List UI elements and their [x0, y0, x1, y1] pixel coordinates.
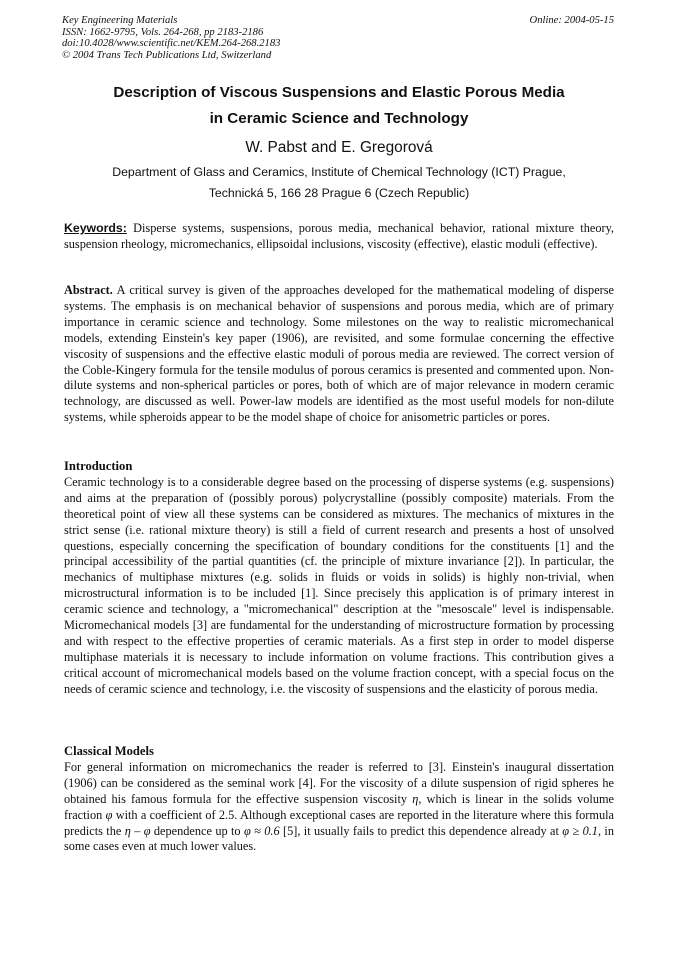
eta-phi-dependence: η – φ — [124, 823, 151, 838]
paper-title — [40, 80, 638, 132]
eta-symbol: η — [412, 791, 419, 806]
introduction-heading: Introduction — [64, 459, 133, 473]
classical-text-4: dependence up to — [150, 823, 244, 838]
journal-name: Key Engineering Materials — [62, 15, 178, 26]
doi-line: doi:10.4028/www.scientific.net/KEM.264-268.2183 — [62, 38, 281, 50]
classical-text-5: [5], it usually fails to predict this dependence already at — [279, 823, 563, 838]
title-line-1: Description of Viscous Suspensions and Elastic Porous Media — [113, 84, 565, 101]
copyright-line: © 2004 Trans Tech Publications Ltd, Switzerland — [62, 49, 272, 61]
affiliation — [40, 162, 638, 204]
journal-header — [62, 15, 280, 61]
affiliation-line-2: Technická 5, 166 28 Prague 6 (Czech Republic) — [208, 186, 470, 200]
online-date: Online: 2004-05-15 — [529, 15, 614, 26]
keywords-label: Keywords: — [64, 221, 127, 235]
classical-text-6: , in some cases even at much lower values. — [64, 823, 614, 854]
abstract-paragraph — [64, 283, 614, 426]
classical-text-2: , which is linear in the solids volume fraction — [64, 791, 615, 822]
issn-line: ISSN: 1662-9795, Vols. 264-268, pp 2183-2186 — [62, 26, 264, 38]
introduction-text: Ceramic technology is to a considerable degree based on the processing of disperse systems (e.g. suspensions) and aims at the preparation of (possibly porous) polycrystalline (possibly composite) materials. From the theoretical point of view all these systems can be considered as mixtures. The mechanics of mixtures in the strict sense (i.e. rational mixture theory) is still a field of current research and presents a host of unsolved questions, especially concerning the specification of boundary conditions for the constituents [1] and the principal accessibility of the partial quantities (cf. the principle of mixture invariance [2]). In particular, the mechanics of multiphase mixtures (e.g. solids in fluids or voids in solids) is highly non-trivial, when microstructural information is to be included [1]. Since precisely this application is of primary interest in ceramic science and technology, a "micromechanical" description at the "mesoscale" level is indispensable. Micromechanical models [3] are fundamental for the understanding of microstructure formation by processing and with respect to the effective properties of ceramic materials. As a first step in order to model disperse multiphase materials it is necessary to include information on volume fractions. This contribution gives a critical account of micromechanical models based on the volume fraction concept, with a special focus on the needs of ceramic science and technology, i.e. the viscosity of suspensions and the elasticity of porous media. — [64, 474, 614, 696]
phi-symbol: φ — [105, 807, 113, 822]
classical-models-text — [64, 760, 614, 855]
title-line-2: in Ceramic Science and Technology — [209, 110, 469, 127]
classical-models-heading: Classical Models — [64, 744, 154, 758]
classical-text-3: with a coefficient of 2.5. Although exceptional cases are reported in the literature where this formula predicts the — [64, 807, 614, 838]
phi-approx-condition: φ ≈ 0.6 — [243, 823, 280, 838]
classical-models-section — [64, 744, 614, 855]
keywords-paragraph — [64, 221, 614, 253]
keywords-text: Disperse systems, suspensions, porous media, mechanical behavior, rational mixture theory, suspension rheology, micromechanics, ellipsoidal inclusions, viscosity (effective), elastic moduli (effective). — [64, 221, 614, 251]
phi-geq-condition: φ ≥ 0.1 — [562, 823, 598, 838]
abstract-text: A critical survey is given of the approaches developed for the mathematical modeling of disperse systems. The emphasis is on mechanical behavior of suspensions and porous media, which are of primary importance in ceramic science and technology. Some milestones on the way to realistic micromechanical models, extending Einstein's key paper (1906), are revisited, and some formulae concerning the effective viscosity of suspensions and the effective elastic moduli of porous media are reviewed. The correct version of the Coble-Kingery formula for the tensile modulus of porous ceramics is presented and commented upon. Non-dilute systems and non-spherical particles or pores, both of which are of major relevance in modern ceramic technology, are discussed as well. Power-law models are identified as the most useful models for non-dilute systems, while spheroids appear to be the model shape of choice for anisometric particles or pores. — [64, 283, 614, 425]
authors: W. Pabst and E. Gregorová — [245, 139, 433, 156]
abstract-label: Abstract. — [64, 283, 113, 297]
introduction-section — [64, 459, 614, 698]
affiliation-line-1: Department of Glass and Ceramics, Institute of Chemical Technology (ICT) Prague, — [112, 165, 566, 179]
classical-text-1: For general information on micromechanics the reader is referred to [3]. Einstein's inaugural dissertation (1906) can be considered as the seminal work [4]. For the viscosity of a dilute suspension of rigid spheres he obtained his famous formula for the effective suspension viscosity — [64, 759, 614, 806]
